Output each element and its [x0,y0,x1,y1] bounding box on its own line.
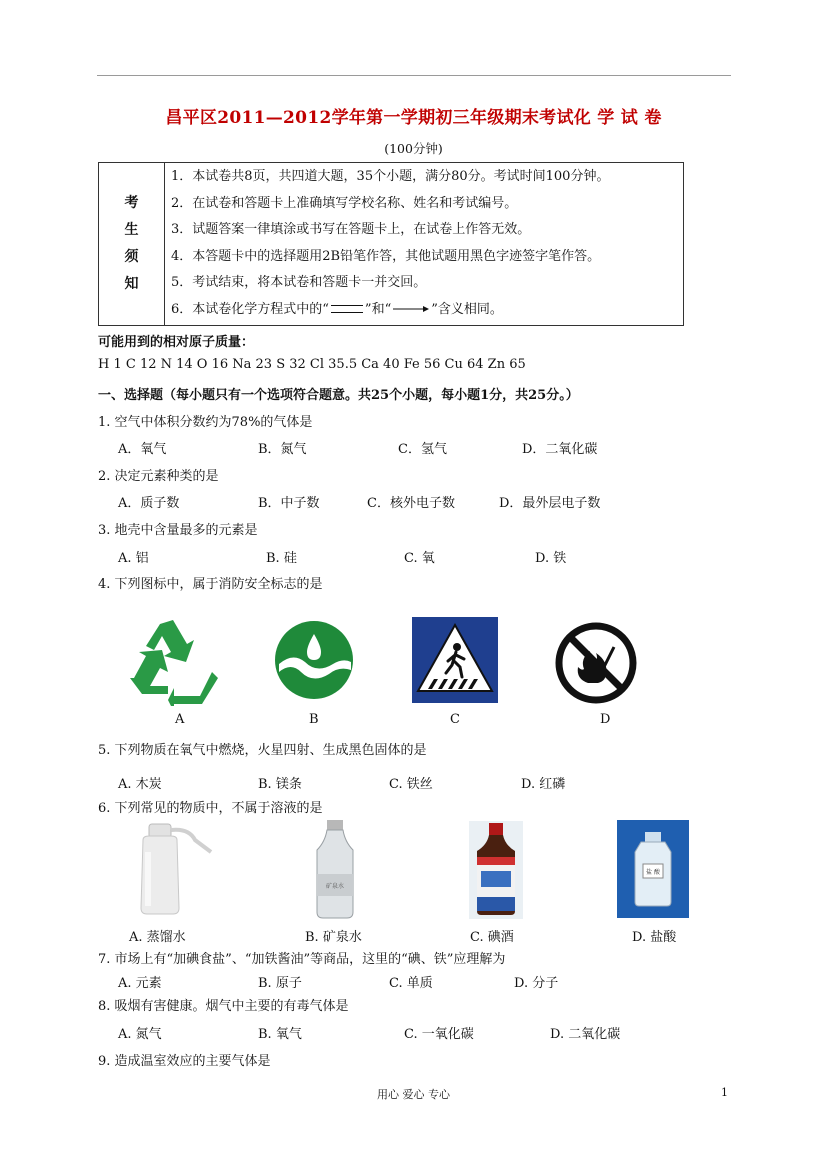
notice-item: 2．在试卷和答题卡上准确填写学校名称、姓名和考试编号。 [171,195,518,211]
option-d: D. 铁 [535,551,567,566]
svg-text:盐 酸: 盐 酸 [646,869,660,876]
question-stem: 8. 吸烟有害健康。烟气中主要的有毒气体是 [98,999,349,1014]
iodine-bottle-image [469,821,523,919]
question-stem: 9. 造成温室效应的主要气体是 [98,1054,271,1069]
sign-caption: D [600,712,611,727]
notice-item: 3．试题答案一律填涂或书写在答题卡上，在试卷上作答无效。 [171,222,531,238]
bottle-caption: A. 蒸馏水 [129,930,186,945]
notice-item: 1．本试卷共8页，共四道大题，35个小题，满分80分。考试时间100分钟。 [171,169,610,184]
no-fire-icon [554,621,638,705]
water-saving-icon [273,620,355,700]
hydrochloric-acid-bottle-image [617,820,689,918]
notice-items [165,163,684,326]
atomic-mass-heading: 可能用到的相对原子质量： [98,335,255,350]
notice-item: 5．考试结束，将本试卷和答题卡一并交回。 [171,275,427,291]
mineral-water-bottle-image [311,820,359,920]
footer-text: 用心 爱心 专心 [377,1088,450,1101]
question-stem: 2. 决定元素种类的是 [98,469,219,484]
option-c: C．氢气 [398,442,447,457]
option-a: A．质子数 [118,496,180,511]
question-stem: 6. 下列常见的物质中，不属于溶液的是 [98,801,323,816]
question-stem: 4. 下列图标中，属于消防安全标志的是 [98,577,323,592]
option-a: A. 木炭 [118,777,162,792]
option-d: D. 分子 [514,976,559,991]
option-d: D. 红磷 [521,777,566,792]
question-stem: 1. 空气中体积分数约为78%的气体是 [98,415,313,430]
notice-item-6: 6．本试卷化学方程式中的“ ”和“ ”含义相同。 [171,301,503,317]
option-c: C. 氧 [404,551,435,566]
option-b: B．中子数 [258,496,320,511]
section-heading: 一、选择题（每小题只有一个选项符合题意。共25个小题，每小题1分，共25分。） [98,388,579,403]
sign-caption: A [175,712,185,727]
sign-caption: C [450,712,460,727]
option-b: B. 硅 [266,551,297,566]
option-b: B. 镁条 [258,777,302,792]
wash-bottle-image [131,822,215,918]
svg-text:矿泉水: 矿泉水 [325,883,345,890]
question-stem: 3. 地壳中含量最多的元素是 [98,523,258,538]
option-c: C. 一氧化碳 [404,1027,474,1042]
option-d: D．最外层电子数 [499,496,601,511]
option-c: C. 单质 [389,976,433,991]
option-d: D. 二氧化碳 [550,1027,621,1042]
bottle-caption: D. 盐酸 [632,930,677,945]
page-number: 1 [721,1086,728,1099]
option-c: C. 铁丝 [389,777,433,792]
top-rule [97,75,731,76]
recycle-icon [124,616,222,706]
option-b: B. 原子 [258,976,302,991]
option-a: A. 元素 [118,976,162,991]
option-a: A. 氮气 [118,1027,162,1042]
question-stem: 5. 下列物质在氧气中燃烧，火星四射、生成黑色固体的是 [98,743,427,758]
option-d: D．二氧化碳 [522,442,598,457]
option-b: B. 氧气 [258,1027,302,1042]
exam-duration: (100分钟) [384,141,443,156]
option-c: C．核外电子数 [367,496,455,511]
arrow-symbol [393,305,429,313]
pedestrian-crossing-icon [412,617,498,703]
option-a: A. 铝 [118,551,149,566]
equals-symbol [331,305,363,313]
option-a: A．氧气 [118,442,167,457]
option-b: B．氮气 [258,442,307,457]
page-title: 昌平区2011—2012学年第一学期初三年级期末考试化 学 试 卷 [165,108,662,128]
question-stem: 7. 市场上有“加碘食盐”、“加铁酱油”等商品，这里的“碘、铁”应理解为 [98,952,506,967]
exam-notice-table [98,162,684,326]
sign-caption: B [309,712,319,727]
bottle-caption: C. 碘酒 [470,930,514,945]
notice-side-label: 考 生 须 知 [99,163,165,326]
atomic-mass-values: H 1 C 12 N 14 O 16 Na 23 S 32 Cl 35.5 Ca 40 Fe 56 Cu 64 Zn 65 [98,357,526,372]
notice-item: 4．本答题卡中的选择题用2B铅笔作答，其他试题用黑色字迹签字笔作答。 [171,248,601,264]
bottle-caption: B. 矿泉水 [305,930,362,945]
